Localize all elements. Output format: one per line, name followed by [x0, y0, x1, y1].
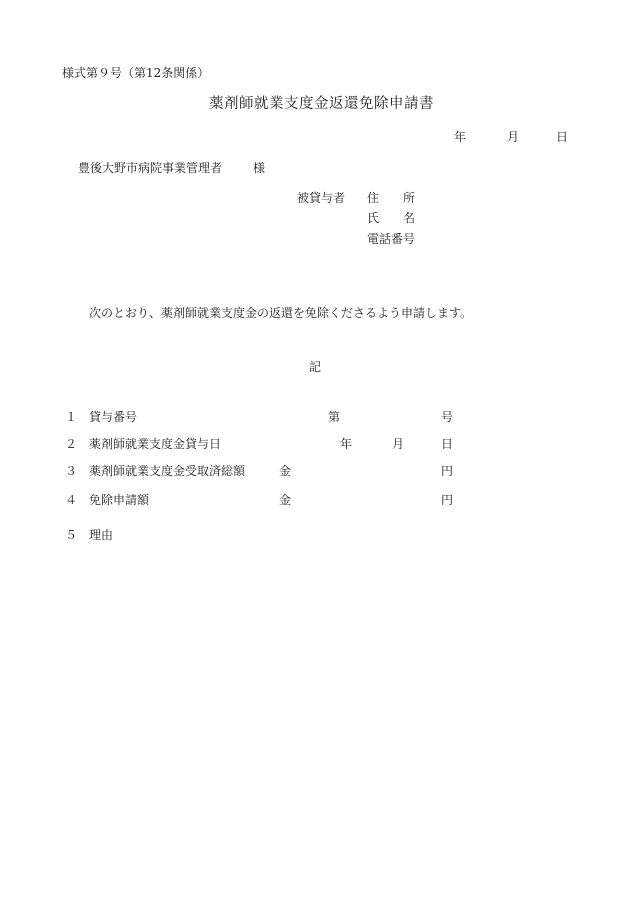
item-2-day: 日 — [441, 437, 454, 451]
borrower-phone-label: 電話番号 — [367, 232, 416, 246]
form-id: 様式第９号（第12条関係） — [62, 66, 210, 80]
addressee-name: 豊後大野市病院事業管理者 — [78, 161, 223, 175]
item-5-number: ５ — [65, 528, 78, 542]
date-month-label: 月 — [507, 130, 520, 144]
item-4-suffix: 円 — [441, 493, 454, 507]
item-4-label: 免除申請額 — [89, 493, 150, 507]
borrower-name-label: 氏 名 — [367, 211, 416, 225]
item-3-label: 薬剤師就業支度金受取済総額 — [89, 464, 246, 478]
item-2-label: 薬剤師就業支度金貸与日 — [89, 437, 222, 451]
item-5-label: 理由 — [89, 528, 114, 542]
item-1-number: １ — [65, 410, 78, 424]
item-1-label: 貸与番号 — [89, 410, 138, 424]
item-2-number: ２ — [65, 437, 78, 451]
date-year-label: 年 — [454, 130, 467, 144]
borrower-label: 被貸与者 — [297, 191, 346, 205]
item-4-prefix: 金 — [279, 493, 292, 507]
item-2-year: 年 — [340, 437, 353, 451]
body-text: 次のとおり、薬剤師就業支度金の返還を免除くださるよう申請します。 — [89, 306, 473, 320]
document-title: 薬剤師就業支度金返還免除申請書 — [209, 96, 434, 112]
item-3-prefix: 金 — [279, 464, 292, 478]
item-1-prefix: 第 — [328, 410, 341, 424]
borrower-address-label: 住 所 — [367, 191, 416, 205]
item-3-number: ３ — [65, 464, 78, 478]
date-day-label: 日 — [556, 130, 569, 144]
ki-heading: 記 — [309, 360, 322, 374]
item-4-number: ４ — [65, 493, 78, 507]
item-2-month: 月 — [392, 437, 405, 451]
item-3-suffix: 円 — [441, 464, 454, 478]
item-1-suffix: 号 — [441, 410, 454, 424]
addressee-honorific: 様 — [253, 161, 266, 175]
